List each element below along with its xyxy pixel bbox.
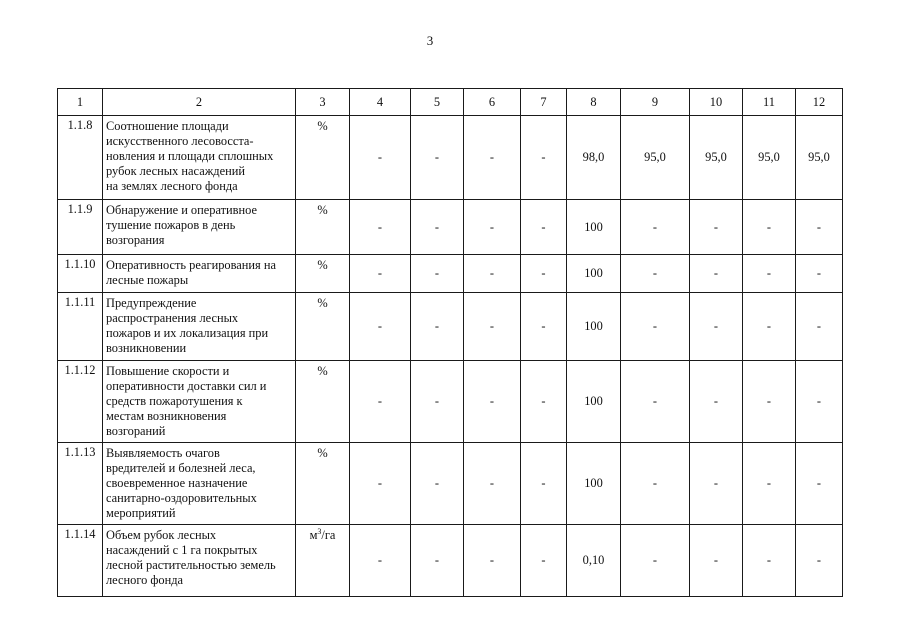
value-cell: - [350, 443, 411, 525]
value-cell: - [796, 255, 843, 293]
row-name-line: местам возникновения [106, 409, 227, 423]
value-cell: - [411, 443, 464, 525]
value-cell: - [464, 200, 521, 255]
column-header: 6 [464, 89, 521, 116]
indicators-table [57, 88, 843, 597]
row-name-line: Повышение скорости и [106, 364, 230, 378]
value-cell: - [521, 361, 567, 443]
value-cell: - [350, 255, 411, 293]
row-name-line: санитарно-оздоровительных [106, 491, 257, 505]
row-name-line: своевременное назначение [106, 476, 248, 490]
page-number: 3 [426, 33, 434, 48]
row-name-line: лесные пожары [106, 273, 189, 287]
value-cell: - [621, 293, 690, 361]
row-name-line: искусственного лесовосста- [106, 134, 254, 148]
column-header: 2 [103, 89, 296, 116]
row-name-line: рубок лесных насаждений [106, 164, 245, 178]
value-cell: - [464, 116, 521, 200]
value-cell: 95,0 [690, 116, 743, 200]
row-name-line: вредителей и болезней леса, [106, 461, 256, 475]
column-header: 5 [411, 89, 464, 116]
value-cell: 95,0 [621, 116, 690, 200]
row-unit [296, 525, 350, 597]
value-cell: 95,0 [796, 116, 843, 200]
value-cell: - [621, 443, 690, 525]
table-row [58, 116, 843, 200]
row-name-line: Выявляемость очагов [106, 446, 220, 460]
row-name [103, 443, 296, 525]
unit-superscript: 3 [317, 526, 322, 536]
value-cell: 98,0 [567, 116, 621, 200]
row-code: 1.1.12 [58, 361, 103, 443]
row-name-line: Обнаружение и оперативное [106, 203, 258, 217]
value-cell: - [411, 200, 464, 255]
row-name [103, 361, 296, 443]
value-cell: - [621, 200, 690, 255]
table-row [58, 255, 843, 293]
value-cell: - [621, 525, 690, 597]
row-name-line: распространения лесных [106, 311, 239, 325]
value-cell: 0,10 [567, 525, 621, 597]
value-cell: - [411, 293, 464, 361]
value-cell: - [464, 361, 521, 443]
value-cell: - [464, 293, 521, 361]
value-cell: - [350, 116, 411, 200]
row-code: 1.1.10 [58, 255, 103, 293]
value-cell: - [690, 361, 743, 443]
value-cell: 100 [567, 293, 621, 361]
row-name [103, 255, 296, 293]
row-name-line: новления и площади сплошных [106, 149, 274, 163]
row-name [103, 116, 296, 200]
row-name-line: насаждений с 1 га покрытых [106, 543, 258, 557]
value-cell: - [690, 525, 743, 597]
value-cell: - [690, 293, 743, 361]
value-cell: - [743, 361, 796, 443]
row-unit: % [296, 116, 350, 200]
value-cell: - [521, 293, 567, 361]
value-cell: - [521, 116, 567, 200]
row-name-line: Предупреждение [106, 296, 197, 310]
table-row [58, 443, 843, 525]
value-cell: - [350, 293, 411, 361]
row-name-line: Соотношение площади [106, 119, 229, 133]
value-cell: - [690, 443, 743, 525]
value-cell: - [411, 525, 464, 597]
value-cell: 95,0 [743, 116, 796, 200]
row-name-line: лесного фонда [106, 573, 184, 587]
table-row [58, 293, 843, 361]
row-code: 1.1.13 [58, 443, 103, 525]
value-cell: - [796, 200, 843, 255]
value-cell: - [621, 361, 690, 443]
value-cell: - [690, 255, 743, 293]
value-cell: - [743, 525, 796, 597]
value-cell: - [796, 293, 843, 361]
column-header: 4 [350, 89, 411, 116]
row-name-line: на землях лесного фонда [106, 179, 238, 193]
row-unit: % [296, 255, 350, 293]
value-cell: - [464, 525, 521, 597]
value-cell: 100 [567, 443, 621, 525]
row-name-line: тушение пожаров в день [106, 218, 236, 232]
row-name-line: лесной растительностью земель [106, 558, 276, 572]
row-unit: % [296, 361, 350, 443]
value-cell: - [521, 443, 567, 525]
column-header: 7 [521, 89, 567, 116]
value-cell: - [350, 200, 411, 255]
value-cell: - [411, 116, 464, 200]
value-cell: - [621, 255, 690, 293]
value-cell: 100 [567, 200, 621, 255]
row-name-line: Оперативность реагирования на [106, 258, 276, 272]
row-name-line: Объем рубок лесных [106, 528, 217, 542]
value-cell: - [743, 293, 796, 361]
value-cell: 100 [567, 255, 621, 293]
row-name-line: оперативности доставки сил и [106, 379, 267, 393]
row-name [103, 293, 296, 361]
unit-tail: /га [321, 528, 336, 542]
value-cell: - [521, 200, 567, 255]
row-name [103, 200, 296, 255]
value-cell: - [796, 525, 843, 597]
value-cell: - [464, 443, 521, 525]
row-name [103, 525, 296, 597]
value-cell: - [464, 255, 521, 293]
row-name-line: возгораний [106, 424, 166, 438]
row-name-line: пожаров и их локализация при [106, 326, 269, 340]
row-unit: % [296, 443, 350, 525]
column-header: 3 [296, 89, 350, 116]
row-name-line: возгорания [106, 233, 165, 247]
row-unit: % [296, 200, 350, 255]
value-cell: 100 [567, 361, 621, 443]
row-code: 1.1.8 [58, 116, 103, 200]
row-name-line: возникновении [106, 341, 187, 355]
value-cell: - [411, 361, 464, 443]
table-row [58, 525, 843, 597]
table-header-row [58, 89, 843, 116]
value-cell: - [521, 255, 567, 293]
value-cell: - [743, 255, 796, 293]
column-header: 9 [621, 89, 690, 116]
table-row [58, 361, 843, 443]
column-header: 1 [58, 89, 103, 116]
value-cell: - [350, 525, 411, 597]
value-cell: - [690, 200, 743, 255]
value-cell: - [411, 255, 464, 293]
unit-base: м [309, 528, 318, 542]
value-cell: - [743, 200, 796, 255]
column-header: 8 [567, 89, 621, 116]
row-name-line: мероприятий [106, 506, 176, 520]
row-code: 1.1.9 [58, 200, 103, 255]
row-unit: % [296, 293, 350, 361]
value-cell: - [796, 361, 843, 443]
row-code: 1.1.11 [58, 293, 103, 361]
table-row [58, 200, 843, 255]
column-header: 12 [796, 89, 843, 116]
column-header: 11 [743, 89, 796, 116]
row-code: 1.1.14 [58, 525, 103, 597]
column-header: 10 [690, 89, 743, 116]
value-cell: - [350, 361, 411, 443]
value-cell: - [743, 443, 796, 525]
row-name-line: средств пожаротушения к [106, 394, 243, 408]
value-cell: - [521, 525, 567, 597]
value-cell: - [796, 443, 843, 525]
